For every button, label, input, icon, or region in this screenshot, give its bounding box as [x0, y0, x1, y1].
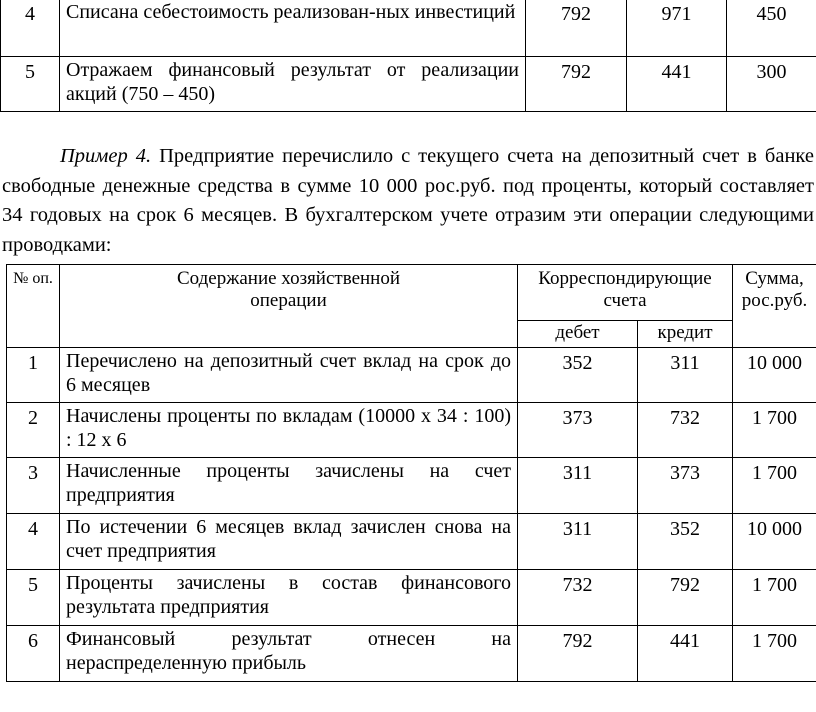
amount-value: 1 700: [733, 403, 816, 458]
header-credit: кредит: [638, 321, 733, 348]
row-number: 4: [7, 514, 60, 570]
table-row: [7, 403, 816, 458]
table-row: [7, 458, 816, 514]
debit-value: 311: [518, 514, 638, 570]
operation-text: Начисленные проценты зачислены на счет предприятия: [60, 458, 518, 514]
credit-value: 352: [638, 514, 733, 570]
example-paragraph: [2, 142, 814, 260]
row-number: 4: [1, 0, 60, 57]
operation-text: Списана себестоимость реализован-ных инвестиций: [60, 0, 526, 57]
table-row: [7, 626, 816, 682]
postings-table: [6, 264, 816, 682]
credit-value: 792: [638, 570, 733, 626]
row-number: 6: [7, 626, 60, 682]
debit-value: 732: [518, 570, 638, 626]
table-row: [1, 57, 816, 112]
row-number: 1: [7, 348, 60, 403]
debit-value: 352: [518, 348, 638, 403]
operation-text: По истечении 6 месяцев вклад зачислен снова на счет предприятия: [60, 514, 518, 570]
row-number: 2: [7, 403, 60, 458]
credit-value: 441: [627, 57, 727, 112]
amount-value: 1 700: [733, 458, 816, 514]
debit-value: 792: [518, 626, 638, 682]
header-row: [7, 265, 816, 321]
header-number: № оп.: [7, 265, 60, 348]
debit-value: 311: [518, 458, 638, 514]
amount-value: 450: [727, 0, 816, 57]
header-debit: дебет: [518, 321, 638, 348]
amount-value: 10 000: [733, 514, 816, 570]
amount-value: 300: [727, 57, 816, 112]
table-row: [7, 348, 816, 403]
table-row: [7, 570, 816, 626]
row-number: 3: [7, 458, 60, 514]
operation-text: Проценты зачислены в состав финансового результата предприятия: [60, 570, 518, 626]
top-table: [0, 0, 816, 112]
row-number: 5: [7, 570, 60, 626]
amount-value: 1 700: [733, 626, 816, 682]
operation-text: Отражаем финансовый результат от реализации акций (750 – 450): [60, 57, 526, 112]
row-number: 5: [1, 57, 60, 112]
amount-value: 10 000: [733, 348, 816, 403]
debit-value: 792: [526, 0, 627, 57]
operation-text: Перечислено на депозитный счет вклад на срок до 6 месяцев: [60, 348, 518, 403]
operation-text: Финансовый результат отнесен на нераспределенную прибыль: [60, 626, 518, 682]
table-row: [1, 0, 816, 57]
example-label: Пример 4.: [60, 145, 152, 167]
operation-text: Начислены проценты по вкладам (10000 х 34 : 100) : 12 х 6: [60, 403, 518, 458]
debit-value: 792: [526, 57, 627, 112]
credit-value: 732: [638, 403, 733, 458]
credit-value: 311: [638, 348, 733, 403]
debit-value: 373: [518, 403, 638, 458]
credit-value: 971: [627, 0, 727, 57]
header-content: Содержание хозяйственной операции: [60, 265, 518, 348]
paragraph-text: Предприятие перечислило с текущего счета на депозитный счет в банке свободные денежные средства в сумме 10 000 рос.руб. под проценты, который составляет 34 годовых на срок 6 месяцев. В бухгалтерском учете отразим эти операции следующими проводками:: [2, 145, 814, 256]
header-accounts: Корреспондирующие счета: [518, 265, 733, 321]
table-row: [7, 514, 816, 570]
header-amount: Сумма, рос.руб.: [733, 265, 816, 348]
credit-value: 373: [638, 458, 733, 514]
credit-value: 441: [638, 626, 733, 682]
amount-value: 1 700: [733, 570, 816, 626]
